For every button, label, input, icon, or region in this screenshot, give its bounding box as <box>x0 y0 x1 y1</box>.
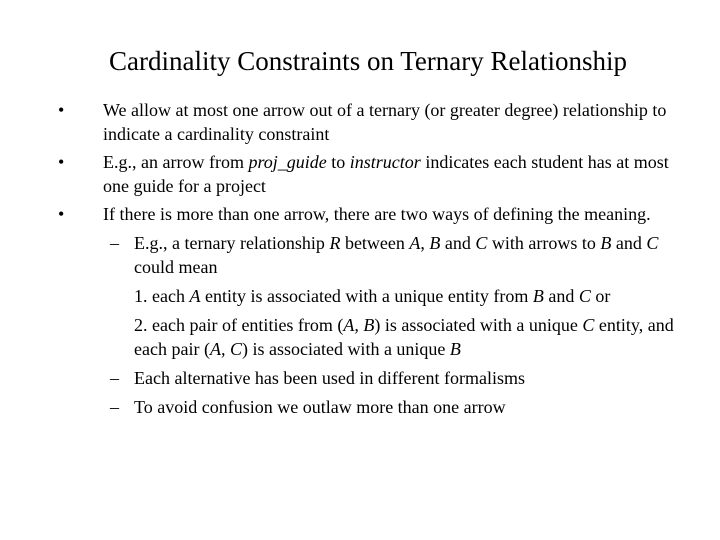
numbered-option-1: 1. each A entity is associated with a unique entity from B and C or <box>134 286 611 306</box>
bullet-marker: • <box>58 204 65 224</box>
option-number: 1. <box>134 286 148 306</box>
option-number: 2. <box>134 315 148 335</box>
dash-marker: – <box>110 397 119 417</box>
dash-marker: – <box>110 233 119 253</box>
term-proj-guide: proj_guide <box>248 152 327 172</box>
sub-bullet-alternatives <box>58 366 683 390</box>
bullet-marker: • <box>58 152 65 172</box>
sub-bullet-example: – E.g., a ternary relationship R between A, B and C with arrows to B and C could mean <box>110 233 659 277</box>
slide-title: Cardinality Constraints on Ternary Relationship <box>108 46 628 76</box>
sub-bullet-text: Each alternative has been used in different formalisms <box>134 368 526 388</box>
dash-marker: – <box>110 368 119 388</box>
sub-bullet-avoid-confusion <box>58 395 683 419</box>
bullet-example-arrow: • E.g., an arrow from proj_guide to instructor indicates each student has at most one guide for a project <box>58 152 669 196</box>
bullet-marker: • <box>58 100 65 120</box>
sub-bullet-text: To avoid confusion we outlaw more than one arrow <box>134 397 506 417</box>
numbered-option-2: 2. each pair of entities from (A, B) is associated with a unique C entity, and each pair (A, C) is associated with a unique B <box>134 315 674 359</box>
bullet-multiple-arrows <box>58 202 683 226</box>
bullet-text: If there is more than one arrow, there are two ways of defining the meaning. <box>103 204 651 224</box>
term-instructor: instructor <box>349 152 421 172</box>
bullet-text: We allow at most one arrow out of a ternary (or greater degree) relationship to indicate a cardinality constraint <box>103 100 667 144</box>
bullet-one-arrow <box>58 98 683 146</box>
slide-content <box>58 98 683 424</box>
